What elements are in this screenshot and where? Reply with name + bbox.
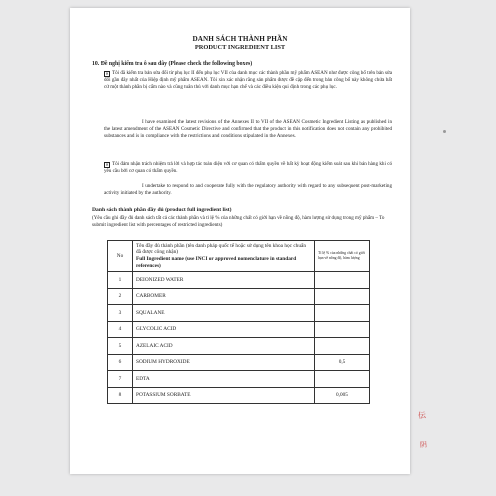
row-no: 7 (108, 371, 133, 388)
ingredient-percent (315, 338, 370, 355)
checkbox-1[interactable]: ✕ (105, 70, 109, 76)
checkbox-2[interactable]: ✕ (105, 161, 109, 167)
header-name-en: Full Ingredient name (use INCI or approved nomenclature in standard references) (136, 256, 297, 269)
ingredient-list-instructions: (Yêu cầu ghi đầy đủ danh sách tất cả các thành phần và tỉ lệ % của những chất có giới hạn về nồng độ, hàm lượng sử dụng trong mỹ phẩm – To submit ingredient list with percentages of restricted ingredients) (92, 215, 385, 228)
header-no: No (108, 241, 133, 272)
declaration-2-en: I undertake to respond to and cooperate fully with the regulatory authority with regard to any subsequent post-marketing activity initiated by the authority. (104, 183, 392, 197)
page-title: DANH SÁCH THÀNH PHẦN (192, 35, 288, 43)
table-row (108, 272, 370, 289)
ingredient-name: DEIONIZED WATER (133, 272, 315, 289)
header-percent: Tỉ lệ % của những chất có giới hạn về nồng độ, hàm lượng (315, 241, 370, 272)
declaration-1-vi (104, 70, 392, 92)
table-row (108, 371, 370, 388)
declaration-1-en: I have examined the latest revisions of the Annexes II to VII of the ASEAN Cosmetic Ingredient Listing as published in the latest amendment of the ASEAN Cosmetic Directive and confirmed that the product in this notification does not contain any prohibited substances and is in compliance with the restrictions and conditions stipulated in the Annexes. (104, 119, 392, 140)
row-no: 6 (108, 354, 133, 371)
page-subtitle: PRODUCT INGREDIENT LIST (194, 44, 286, 51)
table-header-row (108, 241, 370, 272)
ingredient-list-heading: Danh sách thành phần đầy đủ (product full ingredient list) (92, 207, 232, 213)
table-row (108, 354, 370, 371)
row-no: 2 (108, 288, 133, 305)
ingredient-percent (315, 272, 370, 289)
ingredient-name: GLYCOLIC ACID (133, 321, 315, 338)
row-no: 8 (108, 387, 133, 404)
table-row (108, 305, 370, 322)
ingredient-table (107, 240, 370, 404)
section-heading: 10. Đề nghị kiểm tra ô sau đây (Please check the following boxes) (92, 61, 253, 67)
ingredient-percent: 0,5 (315, 354, 370, 371)
edge-stamp-mark: 伝 (417, 410, 427, 421)
table-row (108, 338, 370, 355)
ingredient-percent (315, 305, 370, 322)
document-page (70, 8, 410, 474)
row-no: 5 (108, 338, 133, 355)
row-no: 4 (108, 321, 133, 338)
ingredient-name: AZELAIC ACID (133, 338, 315, 355)
table-row (108, 288, 370, 305)
ingredient-name: EDTA (133, 371, 315, 388)
row-no: 3 (108, 305, 133, 322)
table-row (108, 321, 370, 338)
header-name-vi: Tên đầy đủ thành phần (tên danh pháp quốc tế hoặc sử dụng tên khoa học chuẩn đã được công nhận) (136, 242, 306, 256)
ingredient-percent (315, 321, 370, 338)
scan-speck (443, 130, 446, 133)
row-no: 1 (108, 272, 133, 289)
header-ingredient-name (133, 241, 315, 272)
ingredient-name: CARBOMER (133, 288, 315, 305)
ingredient-percent (315, 371, 370, 388)
ingredient-percent (315, 288, 370, 305)
ingredient-name: SQUALANE (133, 305, 315, 322)
ingredient-percent: 0,005 (315, 387, 370, 404)
edge-stamp-mark: 阴 (419, 440, 428, 450)
ingredient-name: POTASSIUM SORBATE (133, 387, 315, 404)
table-row (108, 387, 370, 404)
declaration-2-vi-text: Tôi đảm nhận trách nhiệm trả lời và hợp tác toàn diện với cơ quan có thẩm quyền về bất kỳ hoạt động kiểm soát sau khi bán hàng khi có yêu cầu bởi cơ quan có thẩm quyền. (104, 161, 392, 175)
declaration-1-vi-text: Tôi đã kiểm tra bản sửa đổi từ phụ lục II đến phụ lục VII của danh mục các thành phần mỹ phẩm ASEAN như được công bố trên bản sửa đổi gần đây nhất của Hiệp định mỹ phẩm ASEAN. Tôi xin xác nhận rằng sản phẩm được đề cập đến trong bản công bố này không chứa bất cứ một thành phần bị cấm nào và cũng tuân thủ với danh mục hạn chế và các điều kiện qui định trong các phụ lục. (104, 70, 392, 91)
declaration-2-vi (104, 161, 392, 175)
ingredient-name: SODIUM HYDROXIDE (133, 354, 315, 371)
